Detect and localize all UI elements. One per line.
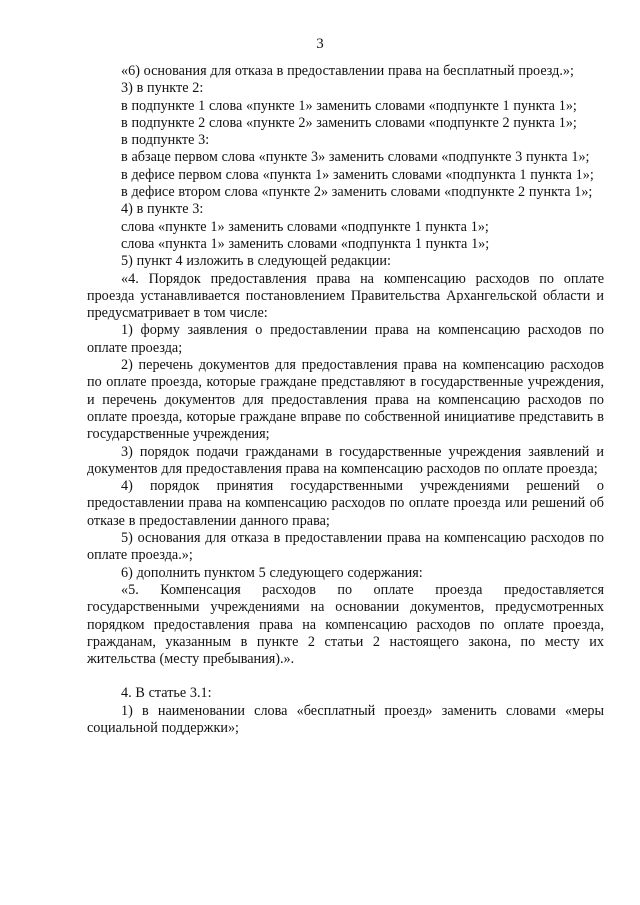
paragraph: в подпункте 3: bbox=[121, 132, 210, 149]
document-body bbox=[87, 63, 604, 737]
paragraph: слова «пункте 1» заменить словами «подпункте 1 пункта 1»; bbox=[121, 218, 489, 235]
page-number: 3 bbox=[316, 36, 324, 52]
section-heading: 4. В статье 3.1: bbox=[121, 685, 212, 702]
paragraph: в дефисе первом слова «пункта 1» заменить словами «подпункта 1 пункта 1»; bbox=[121, 166, 594, 183]
paragraph: 6) дополнить пунктом 5 следующего содержания: bbox=[121, 564, 423, 581]
paragraph: в подпункте 1 слова «пункте 1» заменить словами «подпункте 1 пункта 1»; bbox=[121, 97, 577, 114]
paragraph: «5. Компенсация расходов по оплате проезда предоставляется государственными учреждениями на основании документов, предусмотренных порядком предоставления права на компенсацию расходов по оплате проезда, гражданам, указанным в пункте 2 статьи 2 настоящего закона, по месту их жительства (месту пребывания).». bbox=[87, 581, 604, 668]
paragraph: 5) пункт 4 изложить в следующей редакции: bbox=[121, 253, 391, 270]
paragraph: «4. Порядок предоставления права на компенсацию расходов по оплате проезда устанавливается постановлением Правительства Архангельской области и предусматривает в том числе: bbox=[87, 270, 604, 322]
paragraph: в дефисе втором слова «пункте 2» заменить словами «подпункте 2 пункта 1»; bbox=[121, 184, 593, 201]
paragraph: в подпункте 2 слова «пункте 2» заменить словами «подпункте 2 пункта 1»; bbox=[121, 114, 577, 131]
paragraph: 3) в пункте 2: bbox=[121, 80, 204, 97]
paragraph: в абзаце первом слова «пункте 3» заменить словами «подпункте 3 пункта 1»; bbox=[121, 149, 590, 166]
paragraph: слова «пункта 1» заменить словами «подпункта 1 пункта 1»; bbox=[121, 235, 490, 252]
paragraph: 2) перечень документов для предоставления права на компенсацию расходов по оплате проезда, которые граждане представляют в государственные учреждения, и перечень документов для предоставления права на компенсацию расходов по оплате проезда, которые граждане вправе по собственной инициативе представить в государственные учреждения; bbox=[87, 357, 604, 443]
paragraph: 4) порядок принятия государственными учреждениями решений о предоставлении права на компенсацию расходов по оплате проезда или решений об отказе в предоставлении данного права; bbox=[87, 478, 604, 529]
paragraph: 4) в пункте 3: bbox=[121, 201, 204, 218]
paragraph: 3) порядок подачи гражданами в государственные учреждения заявлений и документов для предоставления права на компенсацию расходов по оплате проезда; bbox=[87, 443, 604, 477]
paragraph: «6) основания для отказа в предоставлении права на бесплатный проезд.»; bbox=[121, 63, 574, 79]
paragraph: 1) в наименовании слова «бесплатный проезд» заменить словами «меры социальной поддержки»; bbox=[87, 702, 604, 736]
paragraph: 5) основания для отказа в предоставлении права на компенсацию расходов по оплате проезда.»; bbox=[87, 530, 604, 564]
paragraph: 1) форму заявления о предоставлении права на компенсацию расходов по оплате проезда; bbox=[87, 322, 604, 356]
